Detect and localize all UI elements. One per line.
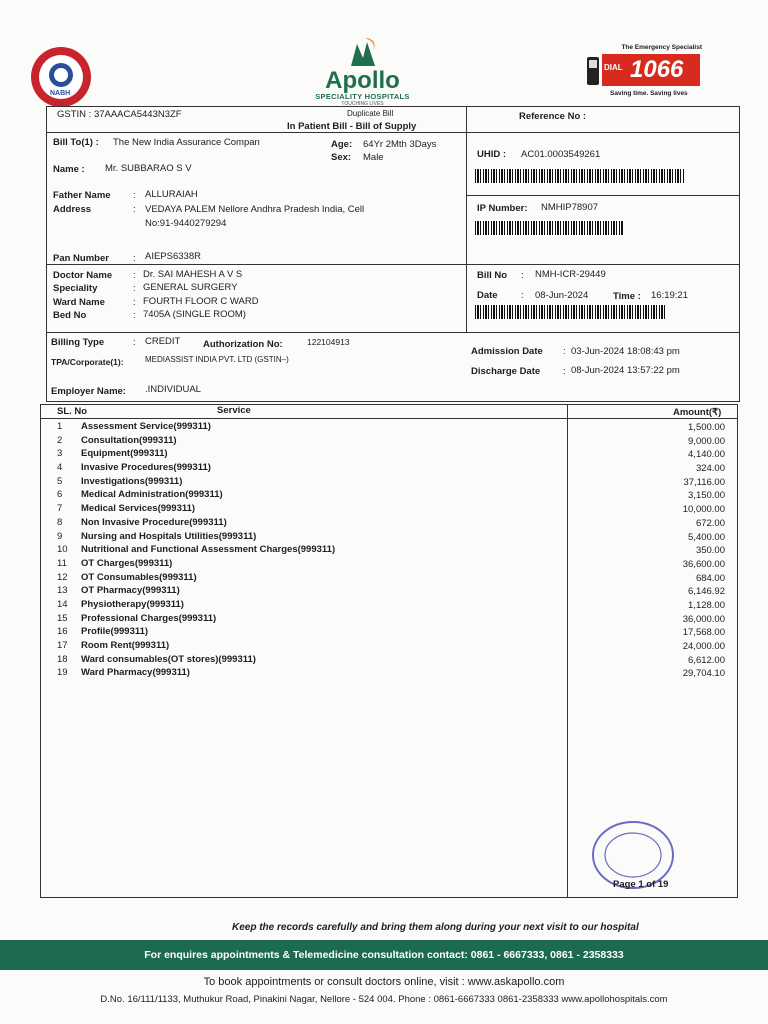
bill-no-label: Bill No xyxy=(477,270,508,281)
row-number: 15 xyxy=(57,612,68,624)
row-number: 2 xyxy=(57,434,63,446)
dial-word: DIAL xyxy=(604,63,623,72)
ip-value: NMHIP78907 xyxy=(541,202,599,213)
dial-number: 1066 xyxy=(630,56,684,83)
booking-text: To book appointments or consult doctors online, visit : www.askapollo.com xyxy=(203,976,565,988)
tpa-value: MEDIASSIST INDIA PVT. LTD (GSTIN–) xyxy=(145,355,289,364)
colon: : xyxy=(133,337,136,348)
table-row xyxy=(41,571,561,585)
ward-value: FOURTH FLOOR C WARD xyxy=(143,296,259,307)
table-row xyxy=(41,639,561,653)
name-value: Mr. SUBBARAO S V xyxy=(105,163,192,174)
reference-no: Reference No : xyxy=(519,111,587,122)
table-row xyxy=(41,598,561,612)
service-name: Equipment(999311) xyxy=(81,448,168,460)
col-service-header: Service xyxy=(217,405,251,416)
divider-2 xyxy=(47,332,739,333)
service-name: Physiotherapy(999311) xyxy=(81,598,184,610)
row-number: 16 xyxy=(57,626,68,638)
patient-info-frame xyxy=(46,132,740,402)
amount-cell: 350.00 xyxy=(695,545,725,557)
amount-cell: 36,600.00 xyxy=(682,558,725,570)
row-number: 1 xyxy=(57,421,63,432)
row-number: 14 xyxy=(57,598,68,610)
apollo-emblem-icon xyxy=(343,36,383,70)
amount-column-divider xyxy=(567,405,568,897)
emergency-tagline: Saving time. Saving lives xyxy=(610,90,688,97)
keep-records-note: Keep the records carefully and bring them along during your next visit to our hospital xyxy=(232,922,639,933)
service-name: Nursing and Hospitals Utilities(999311) xyxy=(81,530,257,542)
row-number: 9 xyxy=(57,530,63,542)
row-number: 10 xyxy=(57,544,68,556)
employer-label: Employer Name: xyxy=(51,386,126,397)
apollo-subtitle: SPECIALITY HOSPITALS xyxy=(315,92,410,101)
amount-cell: 9,000.00 xyxy=(688,435,725,447)
apollo-logo xyxy=(300,36,425,112)
employer-value: .INDIVIDUAL xyxy=(145,384,201,395)
amount-cell: 5,400.00 xyxy=(688,531,725,543)
father-value: ALLURAIAH xyxy=(145,189,198,200)
table-row xyxy=(41,434,561,448)
colon: : xyxy=(133,253,136,264)
table-row xyxy=(41,475,561,489)
admission-label: Admission Date xyxy=(471,346,543,357)
table-row xyxy=(41,420,561,434)
ip-barcode xyxy=(475,221,623,235)
service-list xyxy=(41,420,561,680)
dial-box xyxy=(602,54,700,86)
bed-label: Bed No xyxy=(53,310,87,321)
colon: : xyxy=(133,270,136,281)
row-number: 8 xyxy=(57,516,63,528)
doctor-label: Doctor Name xyxy=(53,270,113,281)
date-value: 08-Jun-2024 xyxy=(535,290,589,301)
amount-cell: 3,150.00 xyxy=(688,490,725,502)
table-row xyxy=(41,653,561,667)
table-row xyxy=(41,488,561,502)
row-number: 4 xyxy=(57,462,63,474)
service-name: Investigations(999311) xyxy=(81,475,183,487)
service-name: Nutritional and Functional Assessment Charges(999311) xyxy=(81,544,336,556)
colon: : xyxy=(133,204,136,215)
service-name: Medical Administration(999311) xyxy=(81,489,223,501)
amount-cell: 1,500.00 xyxy=(688,422,725,433)
pan-value: AIEPS6338R xyxy=(145,251,201,262)
sex-label: Sex: xyxy=(331,152,352,163)
service-name: Ward Pharmacy(999311) xyxy=(81,667,190,679)
enquiry-band xyxy=(0,940,768,970)
table-row xyxy=(41,543,561,557)
gstin: GSTIN : 37AAACA5443N3ZF xyxy=(57,109,182,120)
apollo-wordmark: Apollo xyxy=(325,67,400,94)
amount-cell: 1,128.00 xyxy=(688,599,725,611)
address-line-2: No:91-9440279294 xyxy=(145,218,227,229)
nabh-label: NABH xyxy=(50,90,71,97)
table-row xyxy=(41,461,561,475)
row-number: 12 xyxy=(57,571,68,583)
table-row xyxy=(41,516,561,530)
row-number: 7 xyxy=(57,503,63,515)
table-row xyxy=(41,625,561,639)
apollo-tagline: TOUCHING LIVES xyxy=(341,101,384,107)
nabh-logo xyxy=(28,46,94,110)
address-line-1: VEDAYA PALEM Nellore Andhra Pradesh India, Cell xyxy=(145,204,365,215)
bill-barcode xyxy=(475,305,665,319)
service-name: Professional Charges(999311) xyxy=(81,612,217,624)
uhid-value: AC01.0003549261 xyxy=(521,149,601,160)
amount-cell: 684.00 xyxy=(695,572,725,584)
hospital-address: D.No. 16/111/1133, Muthukur Road, Pinakini Nagar, Nellore - 524 004. Phone : 0861-6667333 0861-2358333 www.apollohospitals.com xyxy=(100,994,668,1005)
colon: : xyxy=(133,297,136,308)
divider-right-1 xyxy=(466,195,739,196)
amount-cell: 36,000.00 xyxy=(682,613,725,625)
bill-no-value: NMH-ICR-29449 xyxy=(535,269,606,280)
table-row xyxy=(41,502,561,516)
date-label: Date xyxy=(477,290,498,301)
billing-type-label: Billing Type xyxy=(51,337,105,348)
pan-label: Pan Number xyxy=(53,253,109,264)
emergency-title: The Emergency Specialist xyxy=(621,44,702,51)
colon: : xyxy=(521,270,524,281)
emergency-banner xyxy=(586,44,702,102)
reference-divider xyxy=(466,107,467,133)
row-number: 17 xyxy=(57,640,68,651)
service-name: Invasive Procedures(999311) xyxy=(81,462,211,474)
address-label: Address xyxy=(53,204,92,215)
col-sl-header: SL. No xyxy=(57,406,88,417)
service-name: Ward consumables(OT stores)(999311) xyxy=(81,653,256,665)
auth-value: 122104913 xyxy=(307,337,350,347)
col-amount-header: Amount(₹) xyxy=(673,407,722,418)
auth-label: Authorization No: xyxy=(203,339,283,350)
colon: : xyxy=(133,190,136,201)
discharge-value: 08-Jun-2024 13:57:22 pm xyxy=(571,365,680,376)
amount-cell: 6,146.92 xyxy=(688,586,725,598)
colon: : xyxy=(563,366,566,377)
tpa-label: TPA/Corporate(1): xyxy=(51,357,124,367)
amount-cell: 672.00 xyxy=(695,517,725,529)
amount-cell: 24,000.00 xyxy=(682,641,725,652)
service-name: Room Rent(999311) xyxy=(81,640,170,651)
row-number: 5 xyxy=(57,475,63,487)
table-row xyxy=(41,557,561,571)
row-number: 19 xyxy=(57,667,68,679)
page-indicator: Page 1 of 19 xyxy=(613,879,669,890)
time-label: Time : xyxy=(613,291,641,302)
uhid-barcode xyxy=(475,169,685,183)
amount-list xyxy=(571,421,725,681)
vertical-divider xyxy=(466,133,467,333)
service-name: Profile(999311) xyxy=(81,626,149,638)
bill-header xyxy=(46,106,740,133)
speciality-label: Speciality xyxy=(53,283,98,294)
colon: : xyxy=(521,290,524,301)
service-name: Consultation(999311) xyxy=(81,434,177,446)
row-number: 13 xyxy=(57,585,68,597)
amount-cell: 17,568.00 xyxy=(682,627,725,639)
bill-to-label: Bill To(1) : xyxy=(53,137,99,148)
bill-title: In Patient Bill - Bill of Supply xyxy=(287,121,417,132)
colon: : xyxy=(563,346,566,357)
services-table xyxy=(40,404,738,898)
enquiry-text: For enquires appointments & Telemedicine consultation contact: 0861 - 6667333, 0861 - 2358333 xyxy=(144,949,624,961)
duplicate-bill: Duplicate Bill xyxy=(347,109,394,118)
table-header-divider xyxy=(41,418,737,419)
divider-1 xyxy=(47,264,739,265)
phone-icon xyxy=(586,56,600,86)
row-number: 11 xyxy=(57,557,67,569)
table-row xyxy=(41,530,561,544)
colon: : xyxy=(133,283,136,294)
amount-cell: 29,704.10 xyxy=(682,668,725,680)
amount-cell: 324.00 xyxy=(695,463,725,475)
ip-label: IP Number: xyxy=(477,203,528,214)
ward-label: Ward Name xyxy=(53,297,105,308)
table-row xyxy=(41,447,561,461)
speciality-value: GENERAL SURGERY xyxy=(143,282,238,293)
service-name: Assessment Service(999311) xyxy=(81,421,211,432)
father-label: Father Name xyxy=(53,190,111,201)
table-row xyxy=(41,584,561,598)
bill-to-value: The New India Assurance Compan xyxy=(113,137,260,148)
amount-cell: 10,000.00 xyxy=(682,504,725,516)
admission-value: 03-Jun-2024 18:08:43 pm xyxy=(571,346,680,357)
service-name: OT Consumables(999311) xyxy=(81,571,197,583)
discharge-label: Discharge Date xyxy=(471,366,541,377)
row-number: 3 xyxy=(57,448,63,460)
colon: : xyxy=(133,310,136,321)
service-name: OT Pharmacy(999311) xyxy=(81,585,180,597)
row-number: 18 xyxy=(57,653,68,665)
bed-value: 7405A (SINGLE ROOM) xyxy=(143,309,246,320)
sex-value: Male xyxy=(363,152,384,163)
row-number: 6 xyxy=(57,489,63,501)
amount-cell: 37,116.00 xyxy=(683,476,725,488)
amount-cell: 4,140.00 xyxy=(688,449,725,461)
name-label: Name : xyxy=(53,164,85,175)
service-name: Medical Services(999311) xyxy=(81,503,196,515)
time-value: 16:19:21 xyxy=(651,290,688,301)
billing-type-value: CREDIT xyxy=(145,336,181,347)
amount-cell: 6,612.00 xyxy=(688,654,725,666)
age-value: 64Yr 2Mth 3Days xyxy=(363,139,437,150)
service-name: OT Charges(999311) xyxy=(81,557,173,569)
table-row xyxy=(41,666,561,680)
doctor-value: Dr. SAI MAHESH A V S xyxy=(143,269,243,280)
service-name: Non Invasive Procedure(999311) xyxy=(81,516,227,528)
age-label: Age: xyxy=(331,139,353,150)
uhid-label: UHID : xyxy=(477,149,507,160)
table-row xyxy=(41,612,561,626)
